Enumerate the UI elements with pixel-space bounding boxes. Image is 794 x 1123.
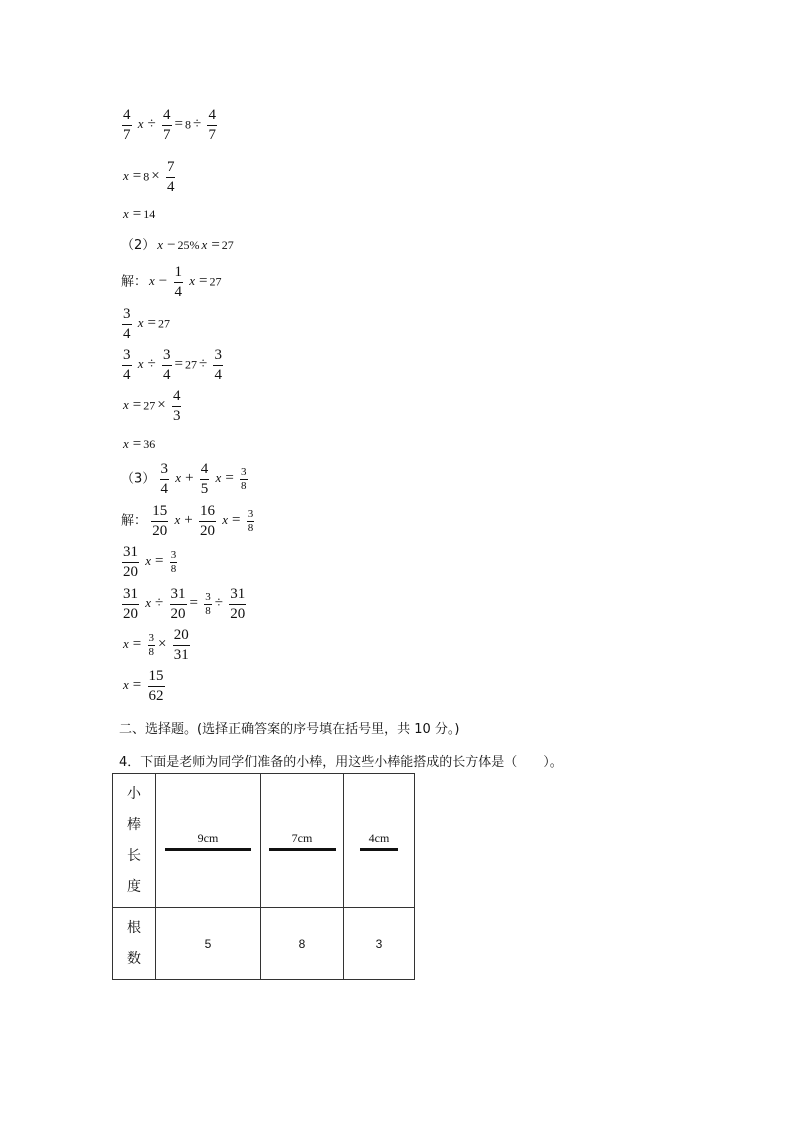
eq-line: 解： x − $\frac{1}{4}$ x = 27 <box>121 264 222 300</box>
fraction: $\frac{3}{4}$ <box>163 347 171 383</box>
stick-cell <box>156 774 261 908</box>
eq-line: x = $\frac{3}{8}$ × $\frac{20}{31}$ <box>123 627 189 663</box>
fraction: $\frac{3}{4}$ <box>123 306 131 342</box>
eq-line: x = 27 × $\frac{4}{3}$ <box>123 388 181 424</box>
stick-bar <box>165 848 251 851</box>
eq-line: $\frac{31}{20}$ x = $\frac{3}{8}$ <box>123 544 177 580</box>
problem-2: （2） x − 25% x = 27 <box>121 237 234 253</box>
fraction: $\frac{20}{31}$ <box>173 627 189 663</box>
fraction: $\frac{7}{4}$ <box>166 159 175 195</box>
stick-cell <box>261 774 344 908</box>
fraction: $\frac{31}{20}$ <box>123 544 138 580</box>
stick-bar <box>360 848 398 851</box>
section-heading: 二、选择题。(选择正确答案的序号填在括号里，共 10 分。) <box>119 722 460 737</box>
table-row <box>113 774 415 908</box>
stick-count: 5 <box>156 908 261 980</box>
fraction: $\frac{4}{7}$ <box>123 107 131 143</box>
fraction: $\frac{3}{8}$ <box>247 508 254 534</box>
eq-line: $\frac{31}{20}$ x ÷ $\frac{31}{20}$ = $\frac{3}{8}$ ÷ $\frac{31}{20}$ <box>123 586 246 622</box>
fraction: $\frac{31}{20}$ <box>123 586 138 622</box>
stick-bar <box>269 848 336 851</box>
fraction: $\frac{4}{7}$ <box>163 107 171 143</box>
fraction: $\frac{3}{8}$ <box>241 466 247 492</box>
stick-length: 7cm <box>291 830 313 845</box>
eq-line: $\frac{3}{4}$ x ÷ $\frac{3}{4}$ = 27 ÷ $\frac{3}{4}$ <box>123 347 222 383</box>
stick-table <box>112 773 415 980</box>
eq-line: x = 14 <box>123 206 156 222</box>
fraction: $\frac{3}{8}$ <box>170 549 177 575</box>
eq-line: x = 8 × $\frac{7}{4}$ <box>123 159 175 195</box>
fraction: $\frac{16}{20}$ <box>200 503 216 539</box>
stick-count: 3 <box>344 908 415 980</box>
fraction: $\frac{3}{4}$ <box>214 347 222 383</box>
eq-line: x = 36 <box>123 436 156 452</box>
fraction: $\frac{3}{4}$ <box>160 461 169 497</box>
stick-cell <box>344 774 415 908</box>
eq-line: $\frac{4}{7}$ x ÷ $\frac{4}{7}$ = 8 ÷ $\frac{4}{7}$ <box>123 107 216 143</box>
question-4: 4．下面是老师为同学们准备的小棒，用这些小棒能搭成的长方体是（ ）。 <box>119 755 563 770</box>
stick-length: 9cm <box>197 830 219 845</box>
fraction: $\frac{3}{4}$ <box>123 347 131 383</box>
row-label-count: 根 数 <box>113 908 156 980</box>
stick-length: 4cm <box>368 830 390 845</box>
fraction: $\frac{1}{4}$ <box>174 264 183 300</box>
fraction: $\frac{4}{3}$ <box>172 388 181 424</box>
fraction: $\frac{15}{62}$ <box>148 668 164 704</box>
fraction: $\frac{4}{7}$ <box>208 107 216 143</box>
problem-3: （3） $\frac{3}{4}$ x + $\frac{4}{5}$ x = $\frac{3}{8}$ <box>121 461 247 497</box>
eq-line: $\frac{3}{4}$ x = 27 <box>123 306 170 342</box>
fraction: $\frac{3}{8}$ <box>148 632 154 658</box>
eq-line: x = $\frac{15}{62}$ <box>123 668 164 704</box>
row-label-length: 小 棒 长 度 <box>113 774 156 908</box>
eq-line: 解： $\frac{15}{20}$ x + $\frac{16}{20}$ x = $\frac{3}{8}$ <box>121 503 254 539</box>
fraction: $\frac{3}{8}$ <box>205 591 211 617</box>
fraction: $\frac{15}{20}$ <box>152 503 168 539</box>
fraction: $\frac{31}{20}$ <box>230 586 246 622</box>
fraction: $\frac{4}{5}$ <box>200 461 209 497</box>
stick-count: 8 <box>261 908 344 980</box>
table-row <box>113 908 415 980</box>
fraction: $\frac{31}{20}$ <box>170 586 186 622</box>
